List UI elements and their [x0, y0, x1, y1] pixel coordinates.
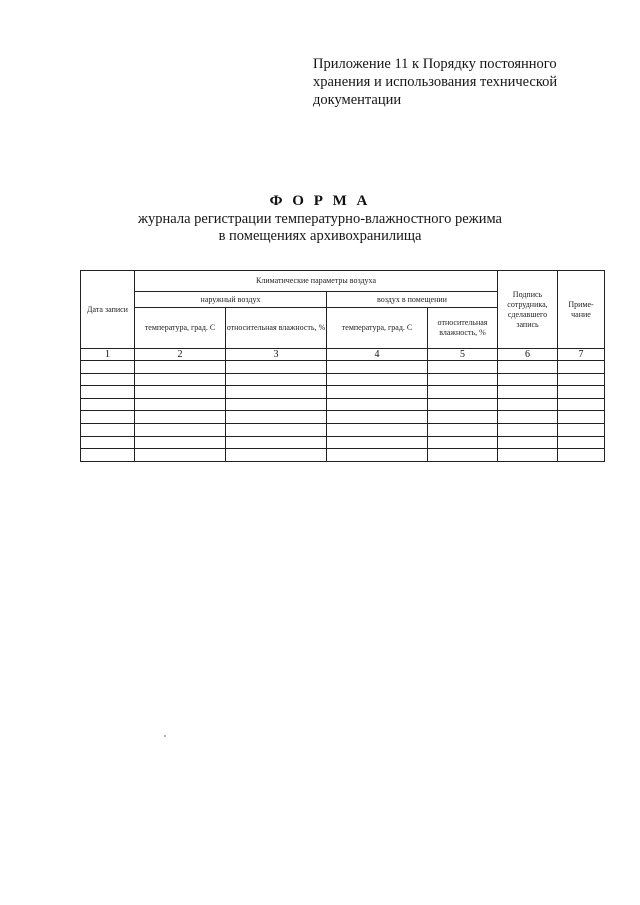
empty-cell[interactable]: [135, 423, 226, 436]
empty-cell[interactable]: [558, 373, 605, 386]
empty-cell[interactable]: [428, 361, 498, 374]
empty-cell[interactable]: [558, 386, 605, 399]
empty-cell[interactable]: [428, 386, 498, 399]
appendix-line-3: документации: [313, 92, 402, 108]
empty-cell[interactable]: [498, 373, 558, 386]
empty-cell[interactable]: [81, 423, 135, 436]
table-row: [81, 398, 605, 411]
empty-cell[interactable]: [327, 436, 428, 449]
header-outdoor-temperature: температура, град. С: [135, 308, 226, 349]
empty-cell[interactable]: [135, 411, 226, 424]
header-indoor-air: воздух в помещении: [327, 292, 498, 308]
header-outdoor-humidity: относительная влажность, %: [226, 308, 327, 349]
column-number: 5: [428, 349, 498, 361]
table-row: [81, 411, 605, 424]
appendix-line-1: Приложение 11 к Порядку постоянного: [313, 56, 557, 72]
header-date: Дата записи: [81, 271, 135, 349]
table-row: [81, 373, 605, 386]
form-subtitle-line-1: журнала регистрации температурно-влажностного режима: [138, 211, 502, 227]
empty-cell[interactable]: [81, 436, 135, 449]
empty-cell[interactable]: [428, 411, 498, 424]
form-subtitle: [0, 211, 640, 245]
empty-cell[interactable]: [226, 436, 327, 449]
header-indoor-temperature: температура, град. С: [327, 308, 428, 349]
empty-cell[interactable]: [135, 449, 226, 462]
table-row: [81, 361, 605, 374]
empty-cell[interactable]: [428, 398, 498, 411]
empty-cell[interactable]: [558, 398, 605, 411]
empty-cell[interactable]: [327, 386, 428, 399]
empty-cell[interactable]: [327, 449, 428, 462]
empty-cell[interactable]: [81, 449, 135, 462]
empty-cell[interactable]: [226, 449, 327, 462]
empty-cell[interactable]: [558, 449, 605, 462]
empty-cell[interactable]: [226, 411, 327, 424]
empty-cell[interactable]: [428, 449, 498, 462]
column-number: 3: [226, 349, 327, 361]
empty-cell[interactable]: [81, 361, 135, 374]
journal-table: [80, 270, 605, 462]
empty-cell[interactable]: [558, 436, 605, 449]
header-note: Приме- чание: [558, 271, 605, 349]
appendix-line-2: хранения и использования технической: [313, 74, 558, 90]
empty-cell[interactable]: [558, 423, 605, 436]
empty-cell[interactable]: [558, 361, 605, 374]
empty-cell[interactable]: [498, 436, 558, 449]
empty-cell[interactable]: [498, 361, 558, 374]
empty-cell[interactable]: [226, 398, 327, 411]
empty-cell[interactable]: [327, 411, 428, 424]
empty-cell[interactable]: [327, 423, 428, 436]
empty-cell[interactable]: [498, 449, 558, 462]
form-subtitle-line-2: в помещениях архивохранилища: [218, 228, 422, 244]
empty-cell[interactable]: [428, 436, 498, 449]
empty-cell[interactable]: [226, 373, 327, 386]
empty-cell[interactable]: [81, 411, 135, 424]
header-indoor-humidity: относительная влажность, %: [428, 308, 498, 349]
empty-cell[interactable]: [81, 373, 135, 386]
empty-cell[interactable]: [327, 361, 428, 374]
empty-cell[interactable]: [498, 386, 558, 399]
table-row: [81, 436, 605, 449]
header-signature: Подпись сотрудника, сделавшего запись: [498, 271, 558, 349]
column-number: 1: [81, 349, 135, 361]
table-row: [81, 423, 605, 436]
empty-cell[interactable]: [135, 361, 226, 374]
empty-cell[interactable]: [81, 398, 135, 411]
empty-cell[interactable]: [226, 386, 327, 399]
empty-cell[interactable]: [327, 398, 428, 411]
empty-cell[interactable]: [558, 411, 605, 424]
empty-cell[interactable]: [498, 411, 558, 424]
appendix-note: [313, 55, 613, 109]
empty-cell[interactable]: [81, 386, 135, 399]
empty-cell[interactable]: [135, 436, 226, 449]
form-title: Ф О Р М А: [269, 193, 371, 209]
empty-cell[interactable]: [135, 386, 226, 399]
empty-cell[interactable]: [135, 398, 226, 411]
column-number-row: [81, 349, 605, 361]
column-number: 4: [327, 349, 428, 361]
header-climate-params: Климатические параметры воздуха: [135, 271, 498, 292]
empty-cell[interactable]: [428, 373, 498, 386]
empty-cell[interactable]: [226, 423, 327, 436]
table-row: [81, 449, 605, 462]
empty-cell[interactable]: [327, 373, 428, 386]
column-number: 2: [135, 349, 226, 361]
empty-cell[interactable]: [428, 423, 498, 436]
table-row: [81, 386, 605, 399]
empty-cell[interactable]: [135, 373, 226, 386]
journal-body: [81, 361, 605, 462]
empty-cell[interactable]: [498, 423, 558, 436]
header-outdoor-air: наружный воздух: [135, 292, 327, 308]
column-number: 7: [558, 349, 605, 361]
empty-cell[interactable]: [226, 361, 327, 374]
empty-cell[interactable]: [498, 398, 558, 411]
scan-speck: [164, 735, 166, 737]
column-number: 6: [498, 349, 558, 361]
